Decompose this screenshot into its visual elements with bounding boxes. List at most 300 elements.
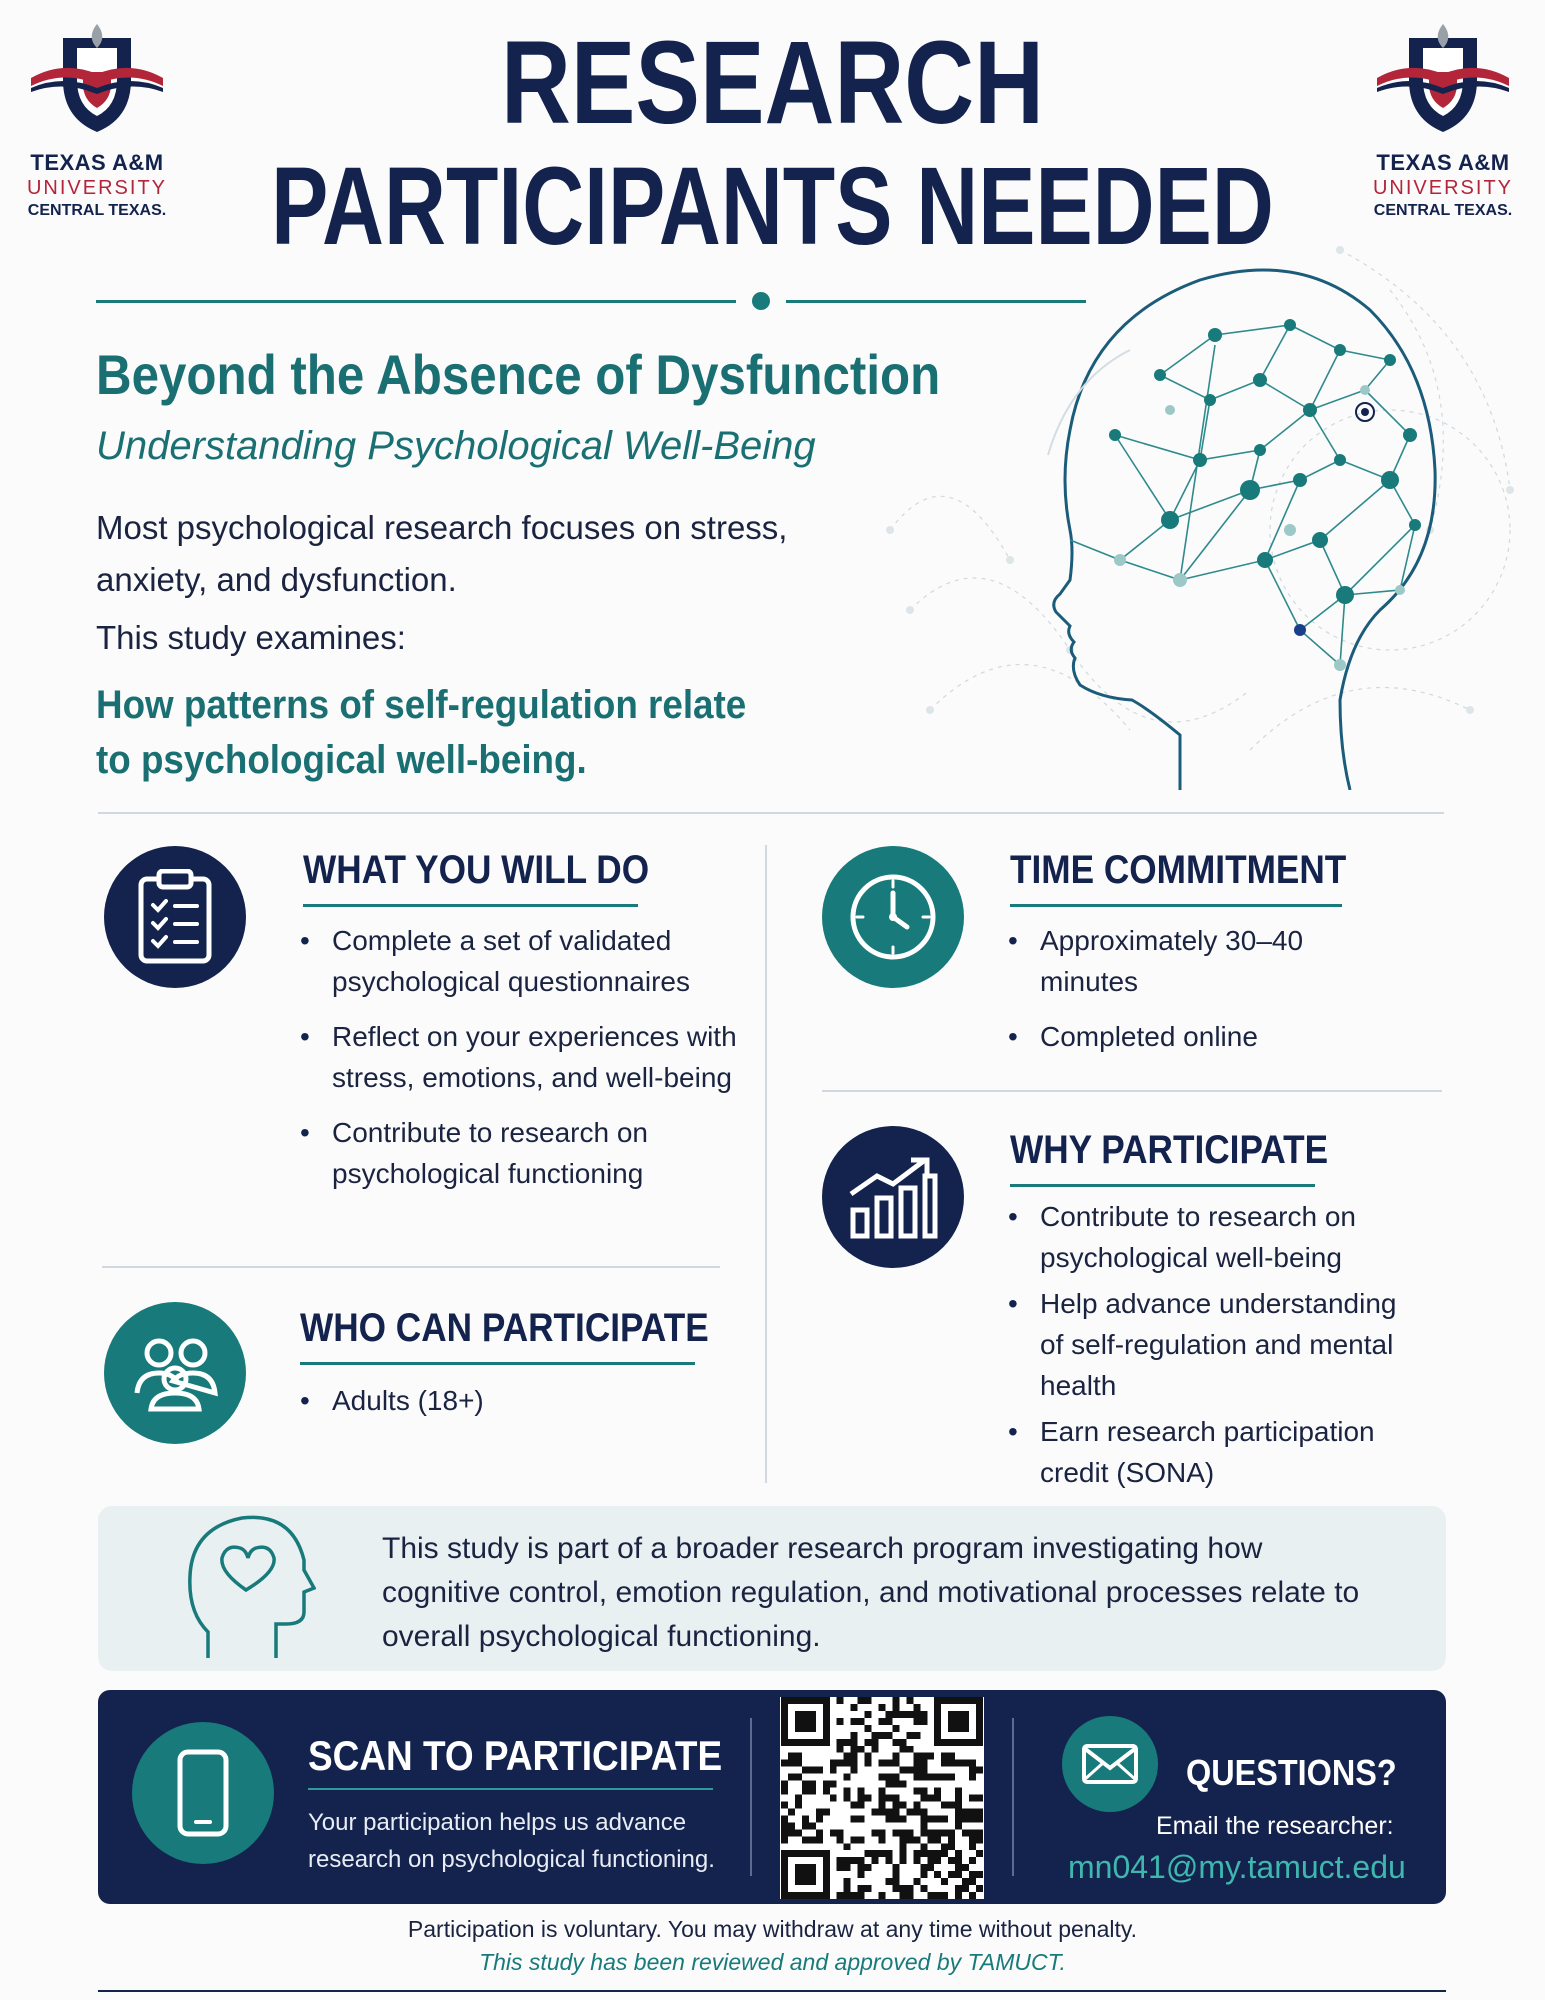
qr-module bbox=[872, 1732, 879, 1739]
qr-module bbox=[906, 1808, 913, 1815]
qr-module bbox=[844, 1885, 851, 1892]
qr-module bbox=[948, 1774, 955, 1781]
qr-module bbox=[962, 1878, 969, 1885]
list-item: • Reflect on your experiences with stress, emotions, and well-being bbox=[300, 1016, 740, 1098]
qr-module bbox=[976, 1739, 983, 1746]
qr-module bbox=[927, 1836, 934, 1843]
time-list bbox=[1008, 920, 1338, 1071]
qr-module bbox=[885, 1857, 892, 1864]
section-divider bbox=[98, 812, 1444, 814]
qr-module bbox=[969, 1697, 976, 1704]
scan-text: Your participation helps us advance research on psychological functioning. bbox=[308, 1809, 715, 1873]
logo-university: UNIVERSITY bbox=[26, 177, 168, 199]
phone-icon-circle bbox=[132, 1722, 274, 1864]
qr-module bbox=[969, 1871, 976, 1878]
qr-module bbox=[885, 1732, 892, 1739]
list-item: • Approximately 30–40 minutes bbox=[1008, 920, 1338, 1002]
qr-module bbox=[948, 1871, 955, 1878]
qr-module bbox=[809, 1781, 816, 1788]
qr-module bbox=[941, 1760, 948, 1767]
qr-module bbox=[865, 1697, 872, 1704]
qr-module bbox=[976, 1725, 983, 1732]
qr-module bbox=[927, 1864, 934, 1871]
qr-module bbox=[885, 1795, 892, 1802]
qr-module bbox=[913, 1788, 920, 1795]
qr-module bbox=[913, 1878, 920, 1885]
qr-module bbox=[823, 1864, 830, 1871]
qr-module bbox=[823, 1808, 830, 1815]
qr-module bbox=[858, 1864, 865, 1871]
qr-module bbox=[823, 1878, 830, 1885]
qr-module bbox=[858, 1836, 865, 1843]
qr-module bbox=[934, 1739, 941, 1746]
list-item: • Help advance understanding of self-regulation and mental health bbox=[1008, 1283, 1408, 1406]
qr-module bbox=[823, 1871, 830, 1878]
qr-module bbox=[976, 1871, 983, 1878]
qr-module bbox=[948, 1760, 955, 1767]
qr-module bbox=[969, 1808, 976, 1815]
qr-module bbox=[851, 1704, 858, 1711]
qr-module bbox=[795, 1864, 802, 1871]
qr-module bbox=[899, 1746, 906, 1753]
people-group-icon bbox=[127, 1333, 223, 1413]
qr-module bbox=[976, 1850, 983, 1857]
qr-module bbox=[927, 1857, 934, 1864]
qr-module bbox=[851, 1801, 858, 1808]
qr-module bbox=[885, 1878, 892, 1885]
qr-module bbox=[892, 1697, 899, 1704]
qr-module bbox=[809, 1822, 816, 1829]
qr-module bbox=[927, 1753, 934, 1760]
list-item: • Contribute to research on psychological well-being bbox=[1008, 1196, 1408, 1278]
logo-campus: CENTRAL TEXAS. bbox=[1373, 202, 1513, 219]
qr-module bbox=[962, 1725, 969, 1732]
qr-code-image[interactable] bbox=[780, 1697, 984, 1899]
qr-module bbox=[934, 1871, 941, 1878]
qr-module bbox=[795, 1739, 802, 1746]
qr-module bbox=[844, 1739, 851, 1746]
qr-module bbox=[802, 1871, 809, 1878]
qr-module bbox=[809, 1864, 816, 1871]
qr-module bbox=[851, 1760, 858, 1767]
smartphone-icon bbox=[176, 1748, 230, 1838]
qr-module bbox=[837, 1864, 844, 1871]
who-list bbox=[300, 1380, 720, 1435]
qr-module bbox=[913, 1718, 920, 1725]
qr-module bbox=[899, 1815, 906, 1822]
qr-module bbox=[816, 1850, 823, 1857]
qr-module bbox=[913, 1857, 920, 1864]
cta-divider-right bbox=[1012, 1718, 1014, 1876]
qr-module bbox=[892, 1885, 899, 1892]
growth-chart-icon bbox=[847, 1154, 939, 1240]
qr-module bbox=[885, 1815, 892, 1822]
study-title: Beyond the Absence of Dysfunction bbox=[96, 343, 941, 406]
qr-module bbox=[962, 1885, 969, 1892]
qr-module bbox=[858, 1718, 865, 1725]
qr-module bbox=[976, 1697, 983, 1704]
list-item: • Adults (18+) bbox=[300, 1380, 720, 1421]
qr-module bbox=[906, 1829, 913, 1836]
qr-module bbox=[795, 1760, 802, 1767]
qr-module bbox=[962, 1808, 969, 1815]
title-divider-dot bbox=[752, 292, 770, 310]
qr-module bbox=[955, 1864, 962, 1871]
qr-module bbox=[913, 1767, 920, 1774]
intro-line-2: anxiety, and dysfunction. bbox=[96, 561, 457, 598]
qr-module bbox=[899, 1850, 906, 1857]
qr-module bbox=[844, 1864, 851, 1871]
qr-module bbox=[795, 1795, 802, 1802]
qr-module bbox=[844, 1774, 851, 1781]
qr-module bbox=[962, 1815, 969, 1822]
qr-module bbox=[962, 1697, 969, 1704]
qr-module bbox=[976, 1711, 983, 1718]
qr-module bbox=[781, 1836, 788, 1843]
qr-module bbox=[885, 1781, 892, 1788]
qr-module bbox=[976, 1718, 983, 1725]
qr-module bbox=[892, 1711, 899, 1718]
qr-module bbox=[892, 1795, 899, 1802]
qr-module bbox=[879, 1788, 886, 1795]
qr-module bbox=[892, 1725, 899, 1732]
logo-campus: CENTRAL TEXAS. bbox=[27, 202, 167, 219]
qr-module bbox=[906, 1746, 913, 1753]
qr-module bbox=[976, 1795, 983, 1802]
qr-module bbox=[899, 1711, 906, 1718]
qr-module bbox=[865, 1753, 872, 1760]
qr-module bbox=[906, 1697, 913, 1704]
qr-module bbox=[837, 1892, 844, 1899]
study-focus-line-2: to psychological well-being. bbox=[96, 738, 587, 782]
qr-module bbox=[788, 1808, 795, 1815]
qr-module bbox=[934, 1829, 941, 1836]
email-label: Email the researcher: bbox=[1156, 1812, 1394, 1840]
qr-module bbox=[941, 1697, 948, 1704]
qr-module bbox=[816, 1815, 823, 1822]
qr-module bbox=[913, 1808, 920, 1815]
qr-module bbox=[781, 1864, 788, 1871]
qr-module bbox=[934, 1711, 941, 1718]
qr-module bbox=[830, 1767, 837, 1774]
head-heart-icon bbox=[186, 1512, 316, 1660]
qr-module bbox=[858, 1795, 865, 1802]
page-title-line2: PARTICIPANTS NEEDED bbox=[271, 145, 1274, 268]
qr-module bbox=[927, 1815, 934, 1822]
qr-module bbox=[858, 1885, 865, 1892]
qr-module bbox=[879, 1795, 886, 1802]
qr-module bbox=[858, 1857, 865, 1864]
qr-module bbox=[920, 1843, 927, 1850]
qr-module bbox=[913, 1753, 920, 1760]
qr-module bbox=[892, 1774, 899, 1781]
qr-module bbox=[809, 1871, 816, 1878]
scan-heading: SCAN TO PARTICIPATE bbox=[308, 1732, 723, 1779]
what-heading: WHAT YOU WILL DO bbox=[303, 848, 650, 892]
qr-module bbox=[892, 1781, 899, 1788]
qr-module bbox=[955, 1885, 962, 1892]
qr-module bbox=[795, 1774, 802, 1781]
qr-module bbox=[781, 1850, 788, 1857]
qr-module bbox=[955, 1822, 962, 1829]
time-icon-circle bbox=[822, 846, 964, 988]
qr-module bbox=[892, 1704, 899, 1711]
qr-module bbox=[781, 1739, 788, 1746]
qr-module bbox=[823, 1732, 830, 1739]
study-focus-line-1: How patterns of self-regulation relate bbox=[96, 683, 747, 727]
intro-line-3: This study examines: bbox=[96, 619, 406, 656]
qr-module bbox=[851, 1767, 858, 1774]
qr-module bbox=[962, 1760, 969, 1767]
why-icon-circle bbox=[822, 1126, 964, 1268]
qr-module bbox=[823, 1711, 830, 1718]
qr-module bbox=[955, 1725, 962, 1732]
qr-module bbox=[802, 1822, 809, 1829]
qr-module bbox=[830, 1781, 837, 1788]
researcher-email-link[interactable]: mn041@my.tamuct.edu bbox=[1068, 1849, 1406, 1885]
qr-module bbox=[865, 1850, 872, 1857]
qr-module bbox=[906, 1732, 913, 1739]
qr-module bbox=[969, 1878, 976, 1885]
qr-module bbox=[781, 1781, 788, 1788]
qr-module bbox=[823, 1697, 830, 1704]
qr-module bbox=[809, 1711, 816, 1718]
qr-module bbox=[955, 1711, 962, 1718]
qr-module bbox=[899, 1767, 906, 1774]
qr-module bbox=[885, 1774, 892, 1781]
qr-module bbox=[858, 1788, 865, 1795]
qr-module bbox=[934, 1697, 941, 1704]
qr-module bbox=[892, 1753, 899, 1760]
qr-module bbox=[899, 1829, 906, 1836]
qr-module bbox=[885, 1850, 892, 1857]
qr-module bbox=[913, 1774, 920, 1781]
clipboard-checklist-icon bbox=[135, 869, 215, 965]
qr-module bbox=[865, 1760, 872, 1767]
qr-module bbox=[802, 1850, 809, 1857]
qr-module bbox=[851, 1732, 858, 1739]
qr-module bbox=[830, 1760, 837, 1767]
page-title-line1: RESEARCH bbox=[500, 17, 1044, 149]
qr-module bbox=[955, 1801, 962, 1808]
qr-module bbox=[802, 1767, 809, 1774]
qr-module bbox=[962, 1718, 969, 1725]
qr-module bbox=[795, 1878, 802, 1885]
qr-module bbox=[816, 1892, 823, 1899]
why-list bbox=[1008, 1196, 1408, 1507]
qr-module bbox=[802, 1892, 809, 1899]
cta-divider-left bbox=[750, 1718, 752, 1876]
qr-module bbox=[885, 1718, 892, 1725]
qr-module bbox=[976, 1829, 983, 1836]
qr-module bbox=[781, 1815, 788, 1822]
qr-module bbox=[858, 1801, 865, 1808]
qr-module bbox=[955, 1850, 962, 1857]
qr-module bbox=[879, 1801, 886, 1808]
qr-module bbox=[844, 1878, 851, 1885]
study-focus bbox=[96, 678, 795, 788]
qr-module bbox=[802, 1697, 809, 1704]
qr-module bbox=[879, 1892, 886, 1899]
qr-module bbox=[858, 1697, 865, 1704]
qr-module bbox=[948, 1843, 955, 1850]
qr-module bbox=[879, 1808, 886, 1815]
qr-module bbox=[927, 1892, 934, 1899]
qr-module bbox=[823, 1781, 830, 1788]
qr-module bbox=[927, 1829, 934, 1836]
qr-module bbox=[892, 1760, 899, 1767]
qr-module bbox=[830, 1829, 837, 1836]
time-heading-rule bbox=[1010, 904, 1342, 907]
qr-module bbox=[955, 1697, 962, 1704]
qr-module bbox=[809, 1697, 816, 1704]
qr-module bbox=[781, 1885, 788, 1892]
qr-module bbox=[955, 1808, 962, 1815]
qr-module bbox=[920, 1774, 927, 1781]
qr-module bbox=[802, 1836, 809, 1843]
qr-module bbox=[927, 1850, 934, 1857]
qr-module bbox=[941, 1739, 948, 1746]
qr-module bbox=[858, 1746, 865, 1753]
qr-module bbox=[865, 1725, 872, 1732]
qr-module bbox=[969, 1829, 976, 1836]
qr-module bbox=[788, 1892, 795, 1899]
qr-module bbox=[927, 1795, 934, 1802]
column-divider bbox=[765, 845, 767, 1483]
approval-notice: This study has been reviewed and approved by TAMUCT. bbox=[479, 1949, 1066, 1975]
qr-module bbox=[976, 1836, 983, 1843]
intro-line-1: Most psychological research focuses on stress, bbox=[96, 509, 788, 546]
qr-module bbox=[781, 1878, 788, 1885]
qr-module bbox=[927, 1774, 934, 1781]
qr-module bbox=[920, 1767, 927, 1774]
right-divider bbox=[822, 1090, 1442, 1092]
qr-module bbox=[823, 1725, 830, 1732]
qr-module bbox=[788, 1697, 795, 1704]
qr-module bbox=[872, 1850, 879, 1857]
qr-module bbox=[844, 1788, 851, 1795]
qr-module bbox=[948, 1829, 955, 1836]
qr-module bbox=[920, 1822, 927, 1829]
qr-module bbox=[844, 1892, 851, 1899]
qr-module bbox=[969, 1795, 976, 1802]
qr-module bbox=[976, 1732, 983, 1739]
qr-module bbox=[899, 1801, 906, 1808]
qr-module bbox=[920, 1808, 927, 1815]
qr-module bbox=[976, 1885, 983, 1892]
qr-module bbox=[788, 1850, 795, 1857]
qr-module bbox=[837, 1760, 844, 1767]
qr-module bbox=[955, 1760, 962, 1767]
qr-module bbox=[802, 1788, 809, 1795]
qr-module bbox=[899, 1885, 906, 1892]
qr-module bbox=[913, 1732, 920, 1739]
qr-module bbox=[781, 1732, 788, 1739]
qr-module bbox=[809, 1725, 816, 1732]
qr-module bbox=[934, 1774, 941, 1781]
qr-module bbox=[948, 1836, 955, 1843]
qr-code[interactable] bbox=[780, 1697, 984, 1899]
qr-module bbox=[920, 1871, 927, 1878]
qr-module bbox=[955, 1857, 962, 1864]
qr-module bbox=[823, 1704, 830, 1711]
qr-module bbox=[795, 1892, 802, 1899]
qr-module bbox=[802, 1711, 809, 1718]
qr-module bbox=[920, 1864, 927, 1871]
qr-module bbox=[809, 1788, 816, 1795]
list-item: • Complete a set of validated psychological questionnaires bbox=[300, 920, 740, 1002]
qr-module bbox=[851, 1739, 858, 1746]
who-icon-circle bbox=[104, 1302, 246, 1444]
qr-module bbox=[920, 1829, 927, 1836]
qr-module bbox=[892, 1801, 899, 1808]
qr-module bbox=[858, 1892, 865, 1899]
qr-module bbox=[962, 1829, 969, 1836]
qr-module bbox=[844, 1843, 851, 1850]
qr-module bbox=[795, 1711, 802, 1718]
qr-module bbox=[809, 1850, 816, 1857]
list-item: • Earn research participation credit (SONA) bbox=[1008, 1411, 1408, 1493]
qr-module bbox=[788, 1829, 795, 1836]
qr-module bbox=[795, 1850, 802, 1857]
qr-module bbox=[934, 1795, 941, 1802]
research-program-text: This study is part of a broader research program investigating how cognitive control, emotion regulation, and motivational processes relate to overall psychological functioning. bbox=[382, 1532, 1360, 1653]
scan-heading-rule bbox=[308, 1788, 713, 1790]
head-network-icon bbox=[870, 230, 1530, 790]
qr-module bbox=[948, 1753, 955, 1760]
qr-module bbox=[837, 1829, 844, 1836]
qr-module bbox=[802, 1815, 809, 1822]
qr-module bbox=[865, 1795, 872, 1802]
qr-module bbox=[934, 1857, 941, 1864]
qr-module bbox=[969, 1760, 976, 1767]
qr-module bbox=[948, 1697, 955, 1704]
qr-module bbox=[781, 1801, 788, 1808]
qr-module bbox=[920, 1885, 927, 1892]
why-heading: WHY PARTICIPATE bbox=[1010, 1128, 1329, 1172]
qr-module bbox=[913, 1801, 920, 1808]
qr-module bbox=[795, 1718, 802, 1725]
qr-module bbox=[892, 1739, 899, 1746]
qr-module bbox=[858, 1871, 865, 1878]
qr-module bbox=[781, 1822, 788, 1829]
why-heading-rule bbox=[1010, 1184, 1315, 1187]
qr-module bbox=[816, 1829, 823, 1836]
qr-module bbox=[879, 1829, 886, 1836]
qr-module bbox=[955, 1739, 962, 1746]
qr-module bbox=[802, 1739, 809, 1746]
qr-module bbox=[899, 1857, 906, 1864]
qr-module bbox=[865, 1864, 872, 1871]
qr-module bbox=[809, 1718, 816, 1725]
study-subtitle: Understanding Psychological Well-Being bbox=[96, 424, 816, 468]
list-item: • Contribute to research on psychological functioning bbox=[300, 1112, 740, 1194]
qr-module bbox=[920, 1711, 927, 1718]
qr-module bbox=[858, 1815, 865, 1822]
envelope-icon bbox=[1081, 1743, 1139, 1785]
qr-module bbox=[872, 1829, 879, 1836]
what-heading-rule bbox=[303, 904, 638, 907]
qr-module bbox=[962, 1739, 969, 1746]
qr-module bbox=[934, 1850, 941, 1857]
qr-module bbox=[823, 1850, 830, 1857]
qr-module bbox=[795, 1871, 802, 1878]
qr-module bbox=[934, 1788, 941, 1795]
qr-module bbox=[872, 1808, 879, 1815]
qr-module bbox=[802, 1864, 809, 1871]
qr-module bbox=[899, 1892, 906, 1899]
qr-module bbox=[781, 1725, 788, 1732]
